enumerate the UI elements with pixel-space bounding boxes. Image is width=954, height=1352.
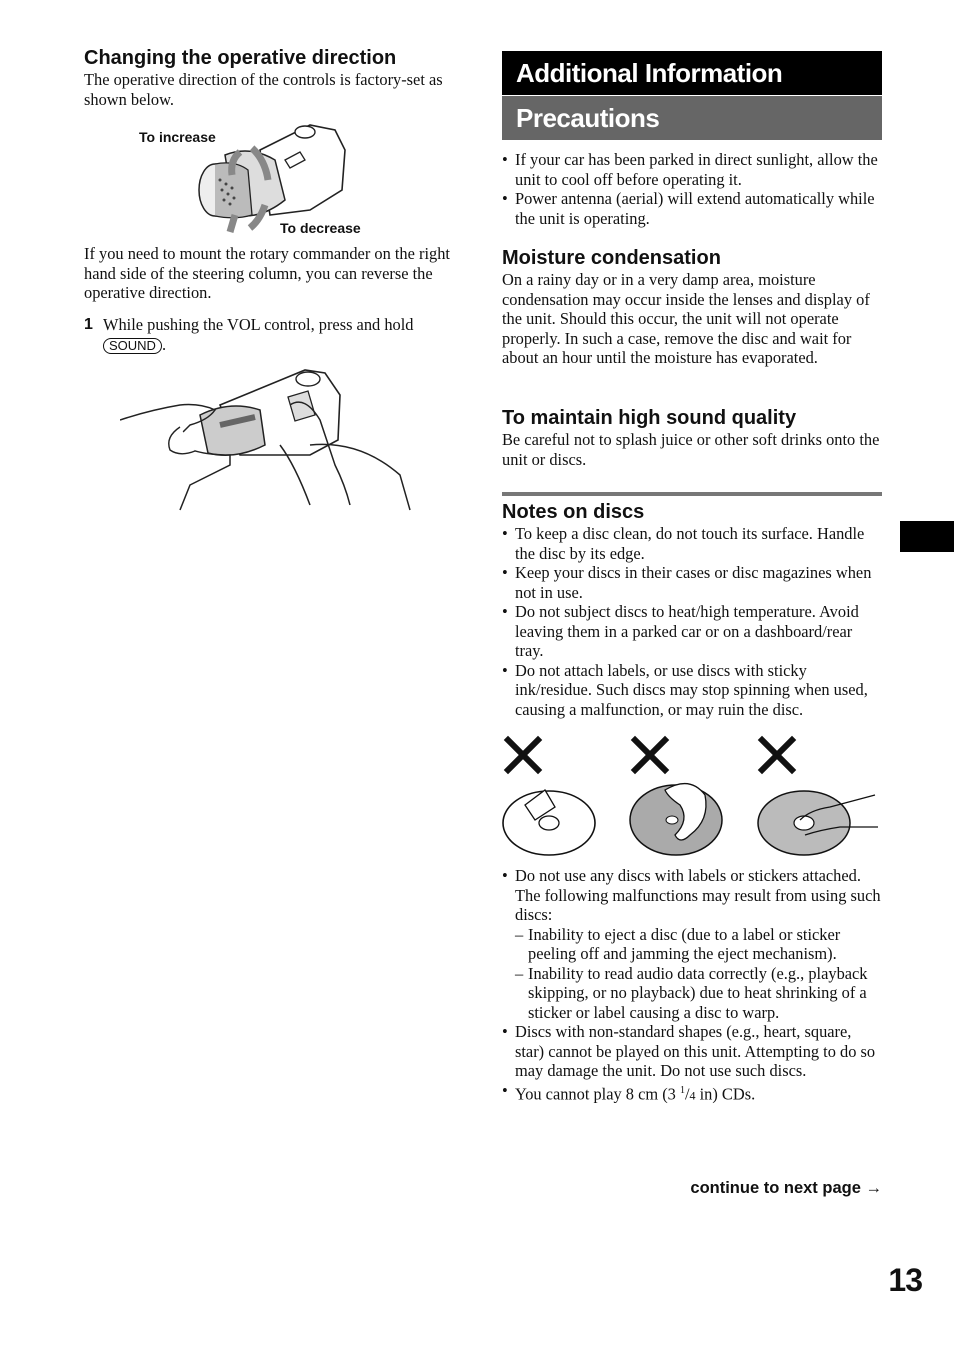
page-number: 13 — [888, 1262, 922, 1298]
quality-text: Be careful not to splash juice or other soft drinks onto the unit or discs. — [502, 430, 880, 469]
fraction-denominator: 4 — [689, 1087, 696, 1102]
labels-followup: The following malfunctions may result from using such discs: — [515, 885, 881, 924]
left-column — [84, 46, 464, 109]
list-item: • You cannot play 8 cm (3 $^1$/4 in) CDs. — [502, 1081, 882, 1106]
step-number: 1 — [84, 316, 93, 333]
list-item: • To keep a disc clean, do not touch its surface. Handle the disc by its edge. — [502, 524, 882, 563]
edge-tab-marker — [900, 521, 954, 552]
labels-list — [502, 866, 882, 1105]
arrow-right-icon: → — [865, 1179, 882, 1197]
label-to-increase: To increase — [139, 129, 216, 145]
precautions-list-container — [502, 150, 882, 228]
quality-section — [502, 406, 882, 469]
section-heading-operative-direction: Changing the operative direction — [84, 47, 397, 69]
labels-note: Do not use any discs with labels or stickers attached. — [515, 866, 861, 885]
step-1 — [84, 315, 464, 354]
step-text: While pushing the VOL control, press and hold — [103, 315, 414, 334]
quality-heading: To maintain high sound quality — [502, 407, 797, 429]
x-mark-icon — [508, 740, 538, 770]
list-item: • Power antenna (aerial) will extend automatically while the unit is operating. — [502, 189, 882, 228]
labels-section — [502, 866, 882, 1105]
label-to-decrease: To decrease — [280, 220, 361, 236]
list-item — [502, 866, 882, 1022]
list-item: • Do not subject discs to heat/high temperature. Avoid leaving them in a parked car or on a dashboard/rear tray. — [502, 602, 882, 661]
small-cd-suffix: in) CDs. — [695, 1083, 756, 1103]
list-item: – Inability to read audio data correctly (e.g., playback skipping, or no playback) due to heat shrinking of a sticker or label causing a disc to warp. — [515, 964, 882, 1023]
discs-notes-list — [502, 524, 882, 719]
section-rule — [502, 492, 882, 496]
list-item: • If your car has been parked in direct sunlight, allow the unit to cool off before operating it. — [502, 150, 882, 189]
reverse-direction-text: If you need to mount the rotary commander on the right hand side of the steering column, you can reverse the operative direction. — [84, 244, 450, 302]
x-mark-icon — [635, 740, 665, 770]
list-item: • Do not attach labels, or use discs with sticky ink/residue. Such discs may stop spinning when used, causing a malfunction, or may ruin the disc. — [502, 661, 882, 720]
discs-section — [502, 500, 882, 719]
disc-warning-illustrations — [500, 735, 882, 860]
sound-button-label: SOUND — [103, 338, 162, 354]
precautions-list — [502, 150, 882, 228]
section-banner-additional-information: Additional Information — [502, 51, 882, 95]
list-item: • Discs with non-standard shapes (e.g., heart, square, star) cannot be played on this unit. Attempting to do so may damage the unit. Do not use such discs. — [502, 1022, 882, 1081]
hand-pressing-sound-illustration — [120, 365, 415, 515]
list-item: – Inability to eject a disc (due to a label or sticker peeling off and jamming the eject mechanism). — [515, 925, 882, 964]
rotary-commander-illustration — [190, 120, 350, 235]
list-item: • Keep your discs in their cases or disc magazines when not in use. — [502, 563, 882, 602]
small-cd-prefix: You cannot play 8 cm (3 — [515, 1083, 680, 1103]
step-end: . — [161, 334, 167, 354]
moisture-text: On a rainy day or in a very damp area, moisture condensation may occur inside the lenses and display of the unit. Should this occur, the unit will not operate properly. In such a case, remove the disc and wait for about an hour until the moisture has evaporated. — [502, 270, 870, 367]
moisture-heading: Moisture condensation — [502, 247, 721, 269]
discs-heading: Notes on discs — [502, 501, 645, 523]
intro-text: The operative direction of the controls is factory-set as shown below. — [84, 70, 443, 109]
moisture-section — [502, 246, 882, 368]
fraction-numerator: 1 — [679, 1084, 685, 1096]
subsection-banner-precautions: Precautions — [502, 96, 882, 140]
continue-to-next-page — [602, 1179, 882, 1198]
x-mark-icon — [762, 740, 792, 770]
continue-text: continue to next page — [690, 1179, 861, 1197]
malfunctions-list — [515, 925, 882, 1023]
